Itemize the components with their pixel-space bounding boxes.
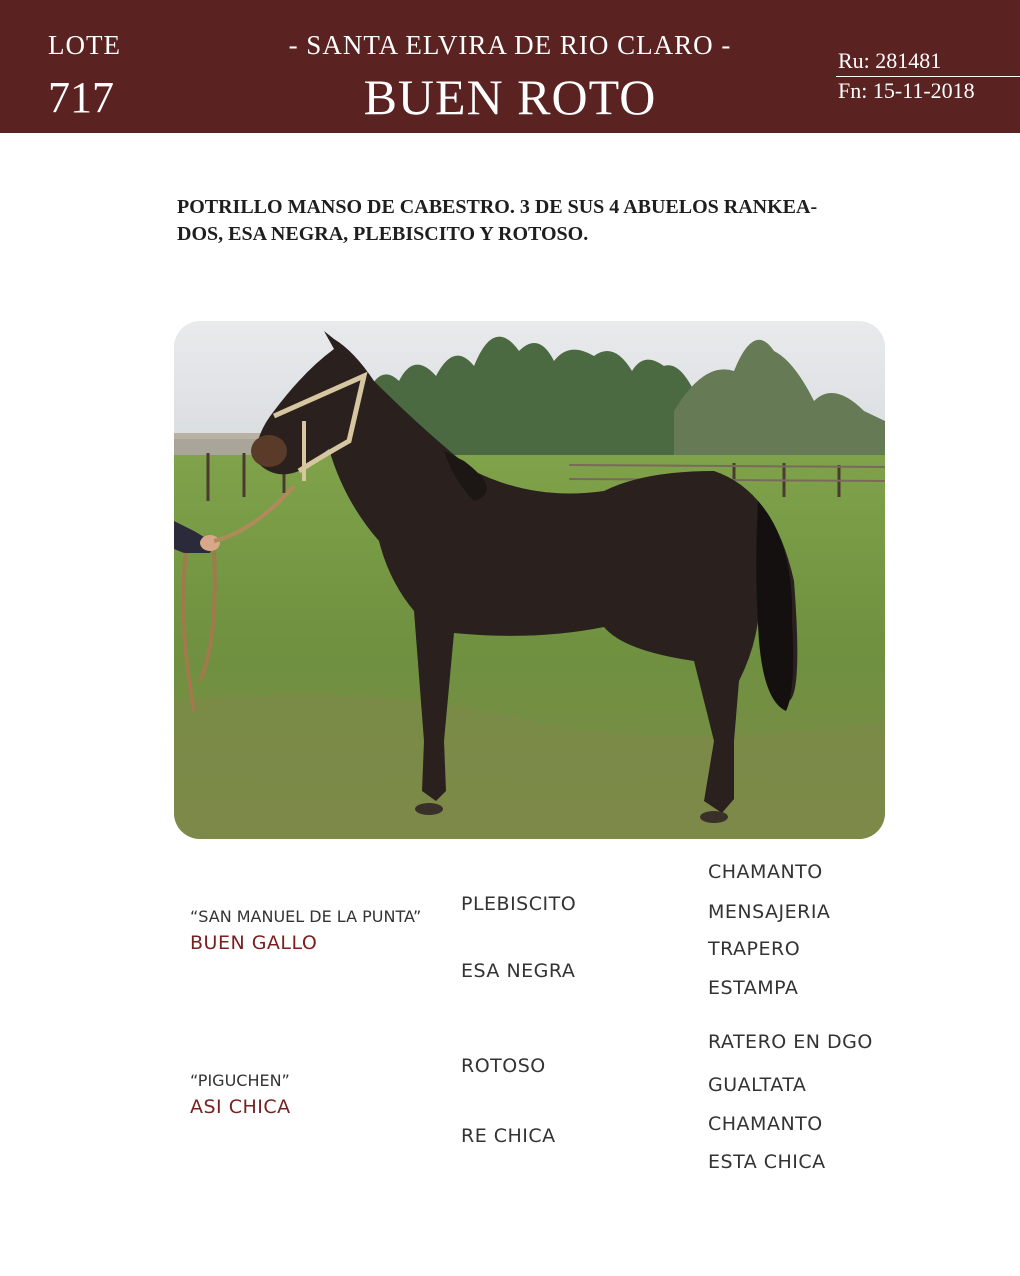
great-grandparent-6: GUALTATA <box>708 1074 807 1096</box>
great-grandparent-4: ESTAMPA <box>708 977 799 999</box>
great-grandparent-3: TRAPERO <box>708 938 801 960</box>
sire-origin: “SAN MANUEL DE LA PUNTA” <box>190 907 422 926</box>
description-line-2: DOS, ESA NEGRA, PLEBISCITO Y ROTOSO. <box>177 223 589 245</box>
lot-description <box>177 194 857 248</box>
great-grandparent-1: CHAMANTO <box>708 861 823 883</box>
description-line-1: POTRILLO MANSO DE CABESTRO. 3 DE SUS 4 ABUELOS RANKEA- <box>177 196 818 218</box>
header-banner <box>0 0 1020 133</box>
lot-number: 717 <box>48 73 114 122</box>
horse-photo <box>174 321 885 839</box>
birth-date: Fn: 15-11-2018 <box>838 78 975 103</box>
dam-name: ASI CHICA <box>190 1096 291 1118</box>
registration-number: Ru: 281481 <box>838 48 942 73</box>
great-grandparent-2: MENSAJERIA <box>708 901 831 923</box>
header-divider <box>836 76 1020 77</box>
breeder-name: - SANTA ELVIRA DE RIO CLARO - <box>288 30 732 60</box>
great-grandparent-8: ESTA CHICA <box>708 1151 826 1173</box>
horse-name: BUEN ROTO <box>363 69 657 125</box>
great-grandparent-7: CHAMANTO <box>708 1113 823 1135</box>
lot-label: LOTE <box>48 30 121 60</box>
paternal-granddam: ESA NEGRA <box>461 960 576 982</box>
maternal-grandsire: ROTOSO <box>461 1055 546 1077</box>
maternal-granddam: RE CHICA <box>461 1125 556 1147</box>
dam-origin: “PIGUCHEN” <box>190 1071 290 1090</box>
paternal-grandsire: PLEBISCITO <box>461 893 577 915</box>
sire-name: BUEN GALLO <box>190 932 318 954</box>
great-grandparent-5: RATERO EN DGO <box>708 1031 873 1053</box>
